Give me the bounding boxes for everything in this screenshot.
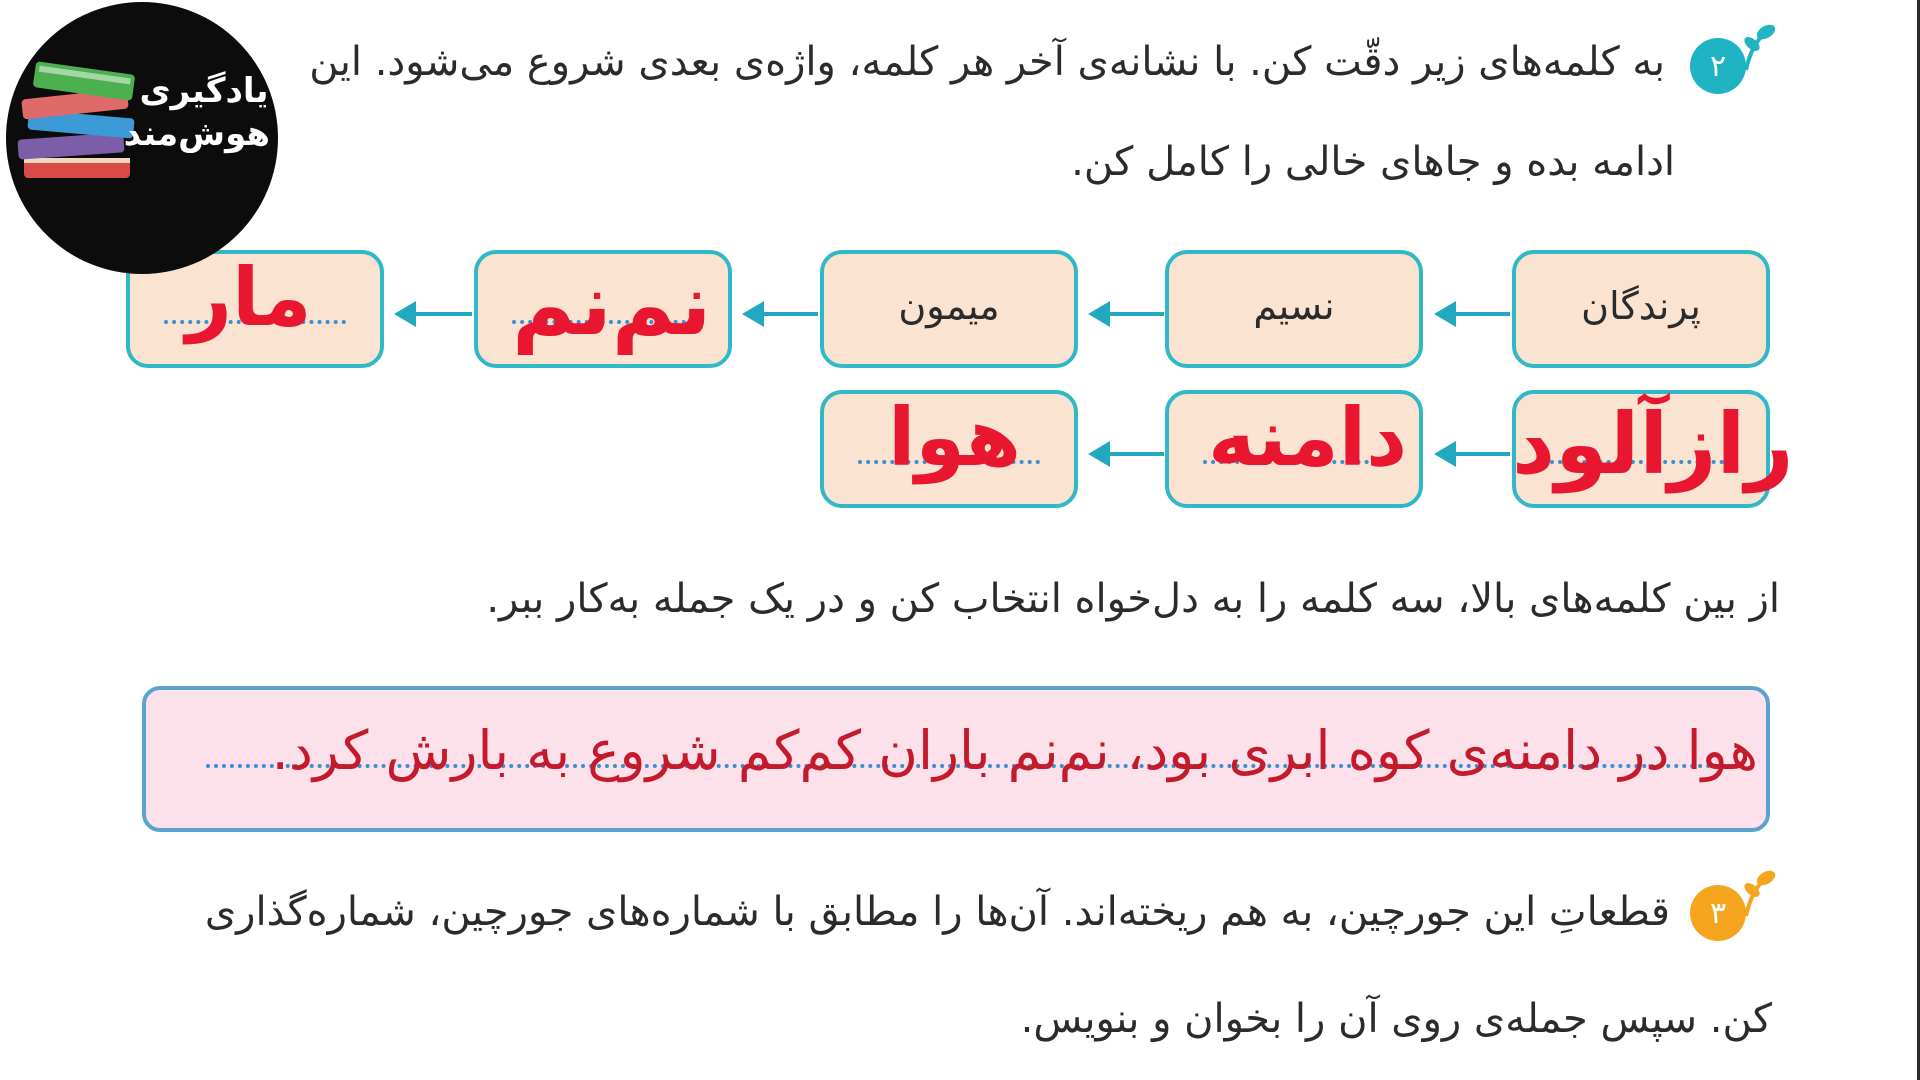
exercise-instruction-line2: کن. سپس جمله‌ی روی آن را بخوان و بنویس. [1020,996,1772,1042]
word-text: نسیم [1253,284,1335,328]
sentence-task: از بین کلمه‌های بالا، سه کلمه را به دل‌خواه انتخاب کن و در یک جمله به‌کار ببر. [486,576,1780,622]
word-text: میمون [898,284,1000,328]
word-box-3 [820,250,1078,368]
exercise-number-badge: ۲ [1690,38,1746,94]
arrow-left [1092,452,1164,456]
arrow-left [1438,452,1510,456]
handwritten-answer: رازآلود [1512,395,1794,493]
word-box-1 [1512,250,1770,368]
handwritten-sentence: هوا در دامنه‌ی کوه ابری بود، نم‌نم باران کم‌کم شروع به بارش کرد. [271,719,1758,782]
exercise-instruction-line1: قطعاتِ این جورچین، به هم ریخته‌اند. آن‌ها را مطابق با شماره‌های جورچین، شماره‌گذاری [204,889,1670,935]
exercise-number-badge: ۳ [1690,885,1746,941]
logo-text [123,70,270,155]
handwritten-answer: نم‌نم [512,255,712,355]
exercise-instruction-line2: ادامه بده و جاهای خالی را کامل کن. [1071,139,1675,185]
handwritten-answer: هوا [888,391,1022,484]
arrow-left [398,312,472,316]
arrow-left [1092,312,1164,316]
word-box-2 [1165,250,1423,368]
handwritten-answer: دامنه [1208,391,1408,484]
handwritten-answer: مار [186,251,312,344]
exercise-instruction-line1: به کلمه‌های زیر دقّت کن. با نشانه‌ی آخر هر کلمه، واژه‌ی بعدی شروع می‌شود. این [309,39,1665,85]
logo-line-1: یادگیری [139,71,269,111]
arrow-left [746,312,818,316]
word-text: پرندگان [1581,284,1701,328]
logo-line-2: هوش‌مند [123,113,270,154]
arrow-left [1438,312,1510,316]
